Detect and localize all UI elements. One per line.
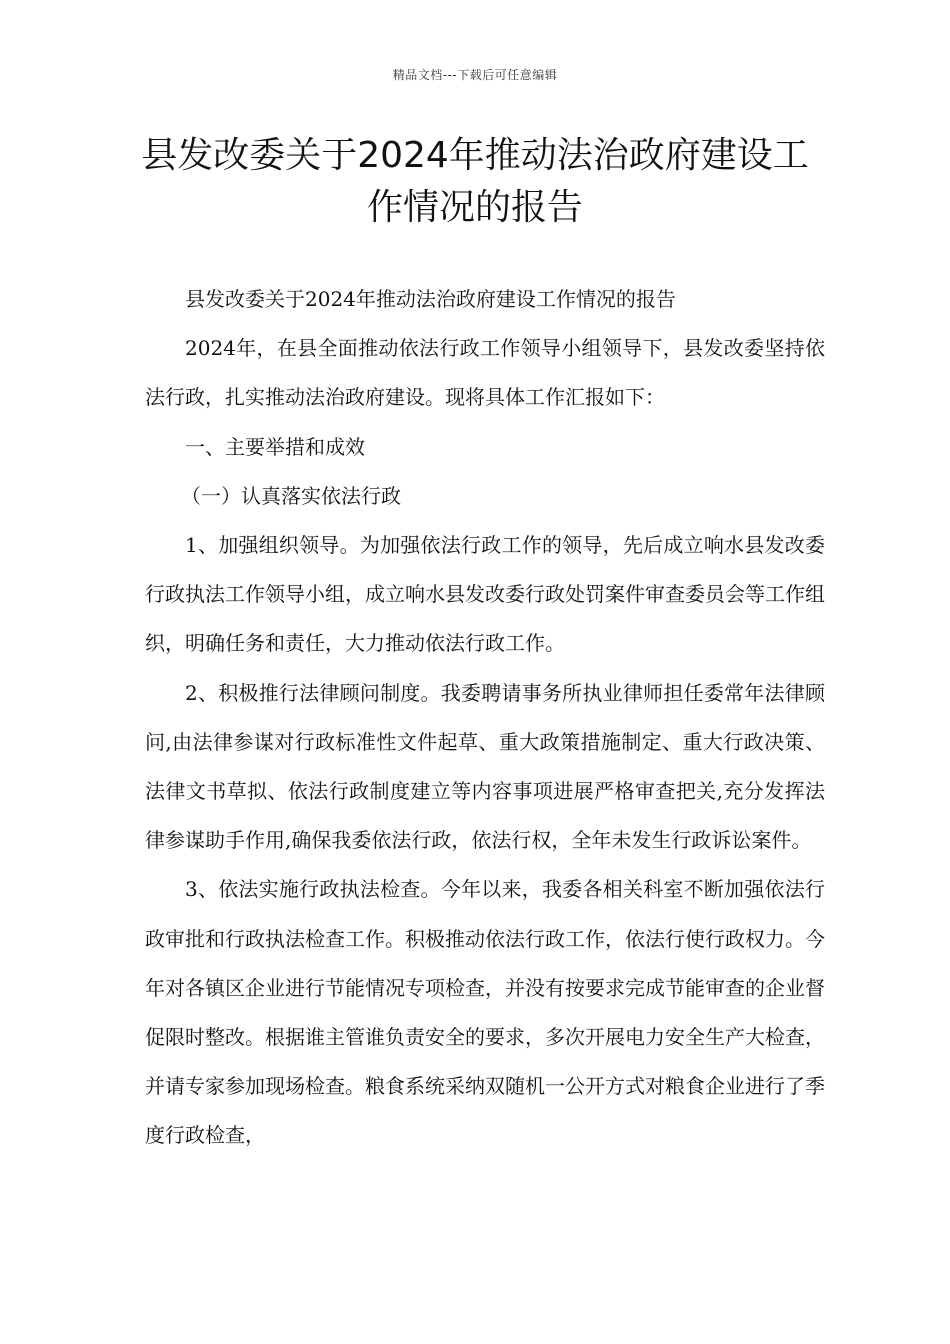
paragraph-intro: 2024年，在县全面推动依法行政工作领导小组领导下，县发改委坚持依法行政，扎实推动法治政府建设。现将具体工作汇报如下： — [145, 336, 825, 410]
paragraph-item-1: 1、加强组织领导。为加强依法行政工作的领导，先后成立响水县发改委行政执法工作领导小组，成立响水县发改委行政处罚案件审查委员会等工作组织，明确任务和责任，大力推动依法行政工作。 — [145, 533, 825, 656]
paragraph-item-2: 2、积极推行法律顾问制度。我委聘请事务所执业律师担任委常年法律顾问,由法律参谋对行政标准性文件起草、重大政策措施制定、重大行政决策、法律文书草拟、依法行政制度建立等内容事项进展严格审查把关,充分发挥法律参谋助手作用,确保我委依法行政，依法行权，全年未发生行政诉讼案件。 — [145, 680, 825, 853]
header-note: 精品文档---下载后可任意编辑 — [392, 68, 558, 82]
paragraph-title-repeat: 县发改委关于2024年推动法治政府建设工作情况的报告 — [185, 287, 676, 311]
document-body — [145, 275, 825, 1161]
document-title: 县发改委关于2024年推动法治政府建设工作情况的报告 — [141, 135, 809, 228]
section-heading: 一、主要举措和成效 — [185, 434, 365, 459]
paragraph-item-3: 3、依法实施行政执法检查。今年以来，我委各相关科室不断加强依法行政审批和行政执法检查工作。积极推动依法行政工作，依法行使行政权力。今年对各镇区企业进行节能情况专项检查，并没有按要求完成节能审查的企业督促限时整改。根据谁主管谁负责安全的要求，多次开展电力安全生产大检查，并请专家参加现场检查。粮食系统采纳双随机一公开方式对粮食企业进行了季度行政检查， — [145, 877, 825, 1148]
subsection-heading: （一）认真落实依法行政 — [181, 483, 401, 508]
